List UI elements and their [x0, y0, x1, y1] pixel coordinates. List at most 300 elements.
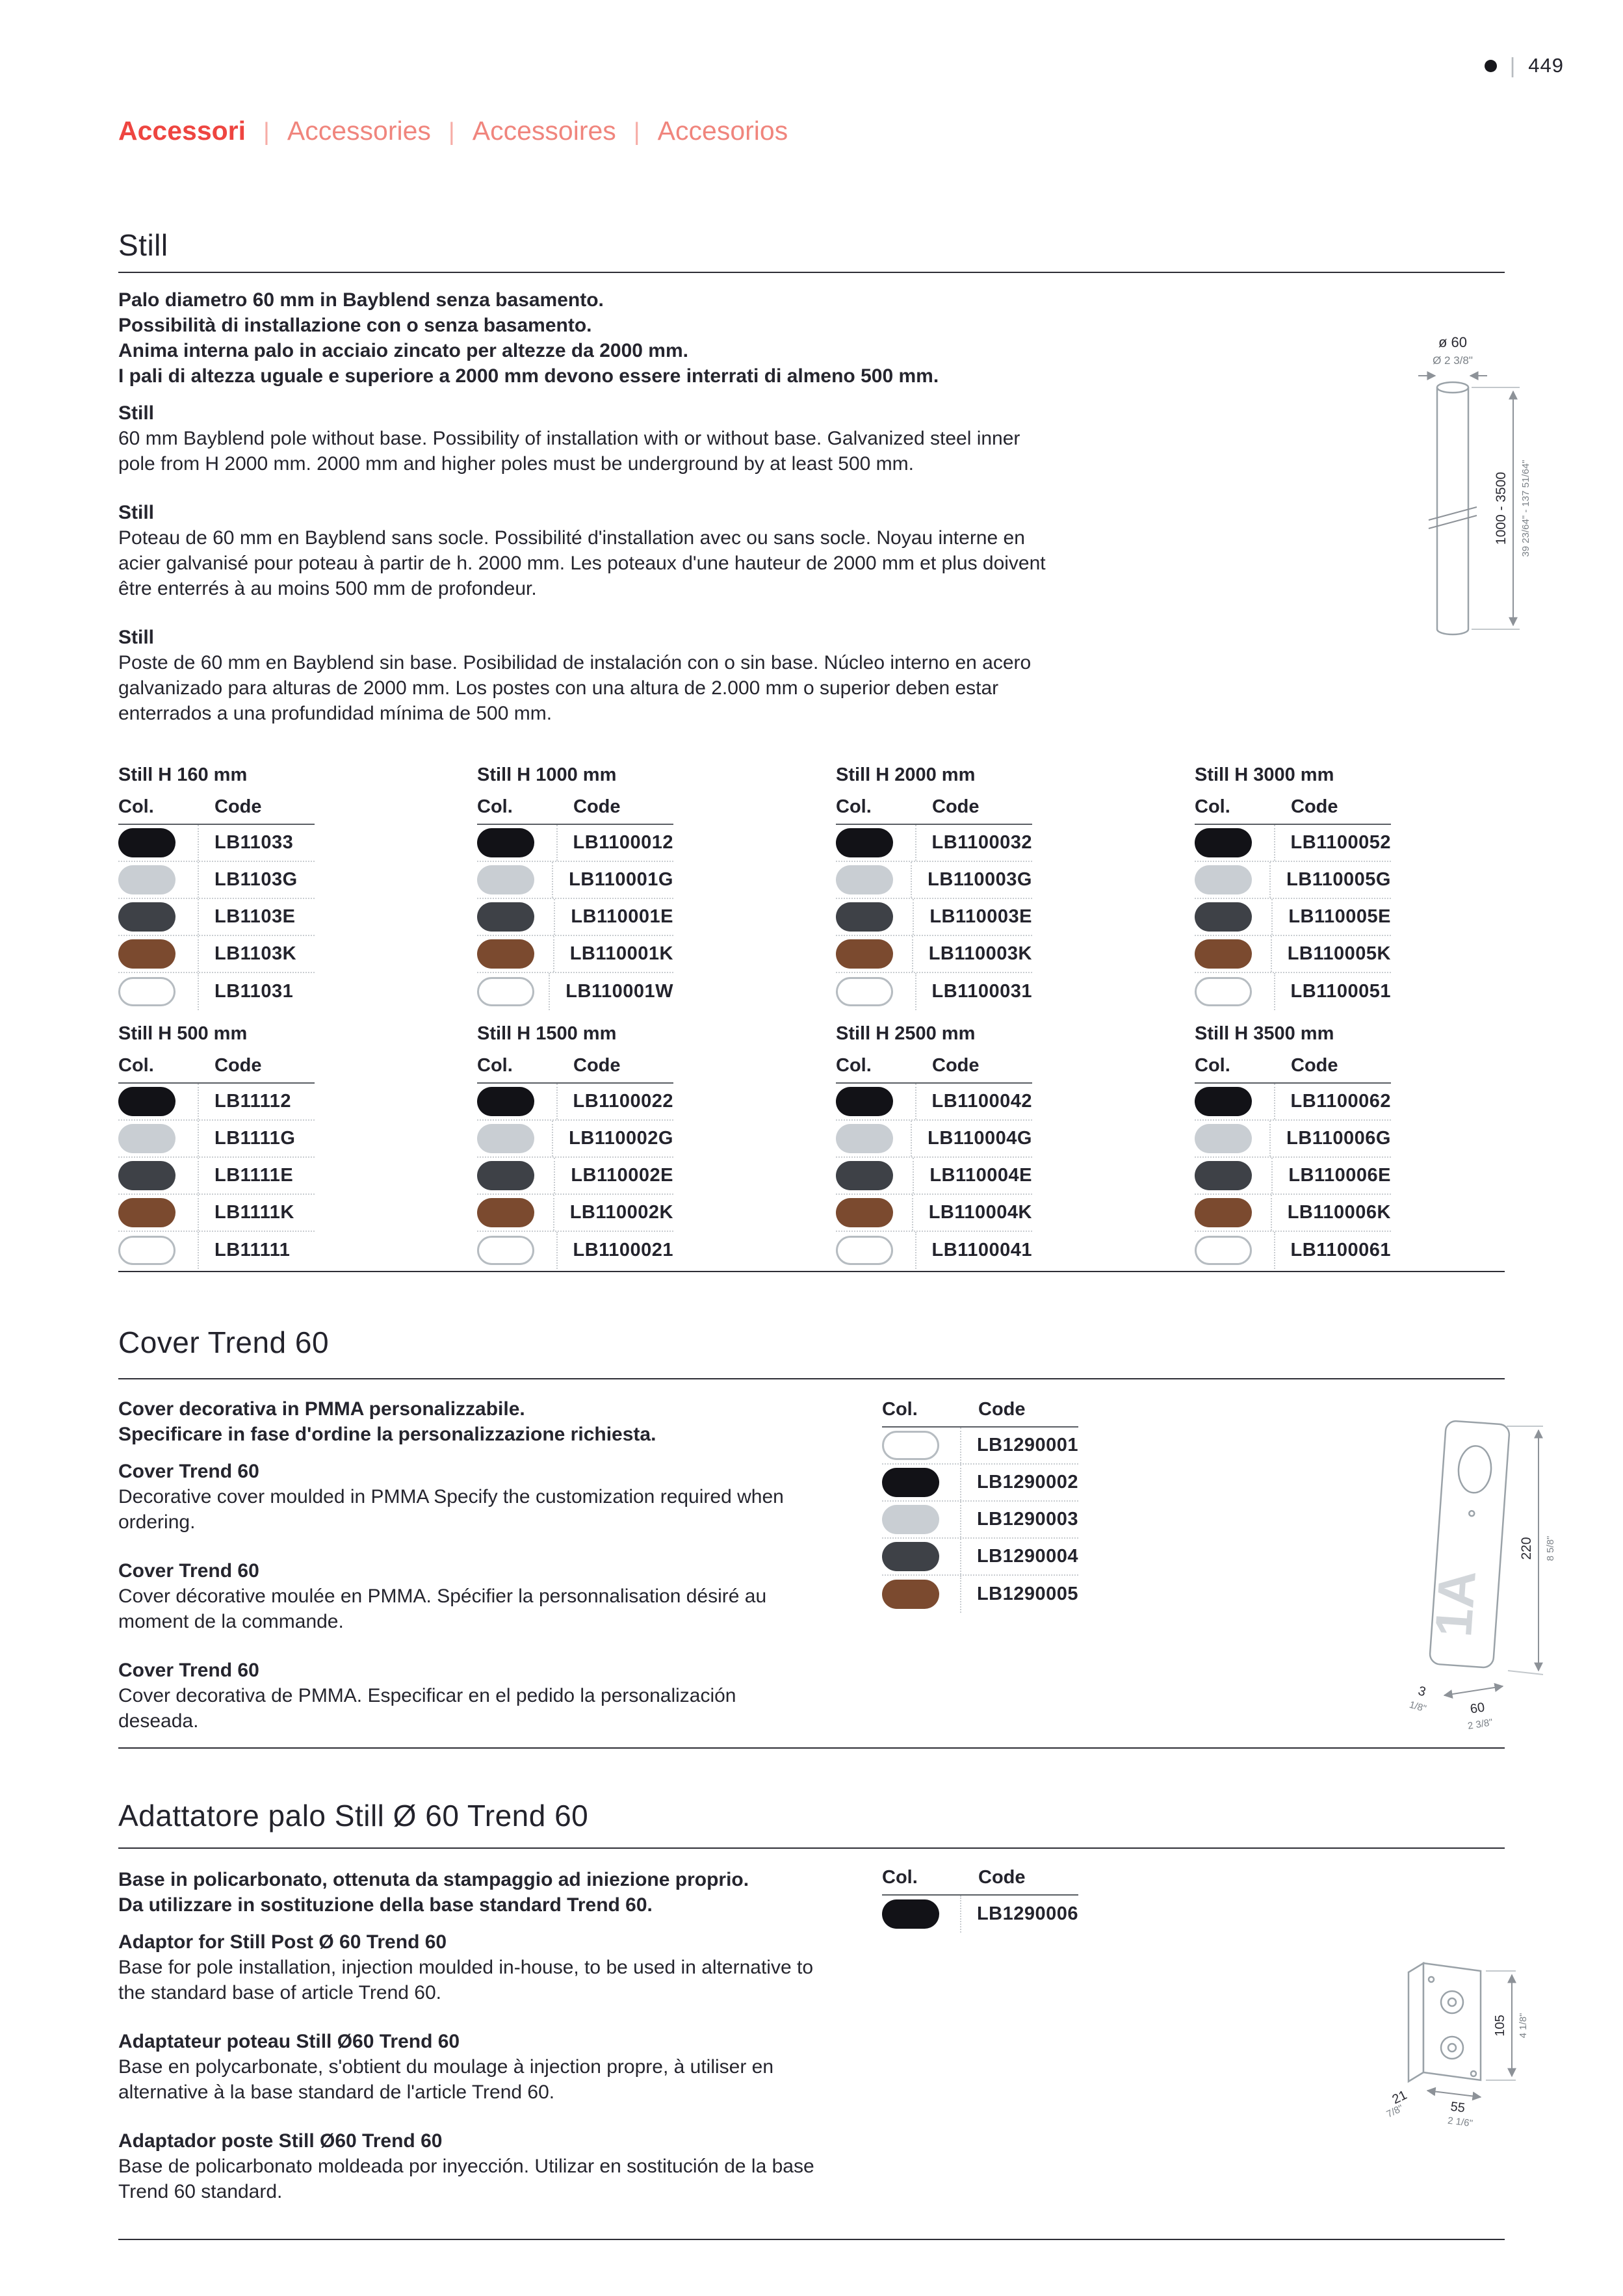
col-header: Col.: [477, 1055, 513, 1076]
cover-depth-in-label: 1/8": [1408, 1699, 1428, 1715]
table-row: [477, 899, 673, 936]
table-row: [1195, 936, 1391, 973]
table-row: [1195, 1232, 1391, 1269]
still-tables: [118, 764, 1553, 1269]
product-code: LB1100061: [1274, 1232, 1391, 1269]
color-swatch: [882, 1580, 939, 1609]
adapter-diagram: [1326, 1918, 1605, 2132]
swatch-cell: [118, 1084, 198, 1119]
intro-bold: [118, 1867, 820, 1918]
product-code: LB1290003: [960, 1502, 1078, 1537]
product-code: LB1100022: [556, 1084, 673, 1119]
col-header: Col.: [882, 1867, 918, 1888]
color-swatch: [477, 939, 534, 969]
product-code: LB110003G: [911, 862, 1032, 898]
color-swatch: [1195, 1161, 1252, 1190]
product-code: LB11111: [198, 1232, 315, 1269]
description-text: Base en polycarbonate, s'obtient du moulage à injection propre, à utiliser en alternative à la base standard de l'article Trend 60.: [118, 2056, 774, 2103]
swatch-cell: [118, 973, 198, 1010]
still-table-h1000: [477, 764, 673, 1010]
color-swatch: [1195, 1236, 1252, 1265]
swatch-cell: [477, 1084, 556, 1119]
table-title: Still H 500 mm: [118, 1023, 248, 1044]
description-block: [118, 400, 1048, 476]
table-header: [477, 1055, 673, 1084]
description-block: [118, 1459, 820, 1535]
swatch-cell: [477, 1121, 552, 1156]
table-row: [836, 862, 1032, 899]
description-text: Cover decorativa de PMMA. Especificar en el pedido la personalización deseada.: [118, 1685, 736, 1732]
table-title: Still H 2500 mm: [836, 1023, 976, 1044]
color-swatch: [118, 1161, 175, 1190]
still-table-h3000: [1195, 764, 1391, 1010]
table-title: Still H 160 mm: [118, 764, 248, 785]
table-row: [1195, 862, 1391, 899]
table-row: [118, 862, 315, 899]
color-swatch: [882, 1899, 939, 1929]
color-swatch: [118, 1198, 175, 1227]
pole-diameter-in-label: Ø 2 3/8": [1433, 354, 1473, 367]
cover-section-title: Cover Trend 60: [118, 1325, 330, 1359]
product-code: LB1111G: [198, 1121, 315, 1156]
cover-height-mm-label: 220: [1519, 1537, 1534, 1560]
cover-table: [882, 1399, 1078, 1613]
swatch-cell: [118, 899, 198, 935]
page-meta: [1485, 53, 1564, 78]
swatch-cell: [836, 973, 915, 1010]
adapter-width-in-label: 2 1/6": [1447, 2115, 1474, 2130]
swatch-cell: [836, 1232, 915, 1269]
description-text: Base for pole installation, injection moulded in-house, to be used in alternative to the standard base of article Trend 60.: [118, 1957, 813, 2003]
table-row: [836, 825, 1032, 862]
cover-height-in-label: 8 5/8": [1545, 1535, 1556, 1561]
adapter-section-title: Adattatore palo Still Ø 60 Trend 60: [118, 1799, 589, 1833]
color-swatch: [118, 828, 175, 857]
header-translation: Accessoires: [472, 116, 616, 146]
color-swatch: [836, 865, 893, 894]
description-title: Cover Trend 60: [118, 1560, 259, 1582]
color-swatch: [118, 1087, 175, 1116]
product-code: LB1100012: [556, 825, 673, 861]
swatch-cell: [1195, 1158, 1271, 1194]
table-row: [836, 1232, 1032, 1269]
product-code: LB1290005: [960, 1576, 1078, 1613]
color-swatch: [836, 977, 893, 1006]
swatch-cell: [836, 936, 912, 972]
color-swatch: [836, 1236, 893, 1265]
table-row: [882, 1896, 1078, 1933]
description-text: Cover décorative moulée en PMMA. Spécifier la personnalisation désiré au moment de la commande.: [118, 1585, 767, 1632]
adapter-table: [882, 1867, 1078, 1933]
cover-width-mm-label: 60: [1469, 1700, 1486, 1717]
table-row: [477, 1084, 673, 1121]
product-code: LB110001W: [549, 973, 673, 1010]
color-swatch: [1195, 1124, 1252, 1153]
still-table-h500: [118, 1023, 315, 1269]
swatch-cell: [1195, 1121, 1269, 1156]
swatch-cell: [836, 825, 915, 861]
description-title: Adaptateur poteau Still Ø60 Trend 60: [118, 2031, 460, 2052]
table-row: [882, 1465, 1078, 1502]
swatch-cell: [836, 899, 913, 935]
swatch-cell: [882, 1896, 960, 1933]
adapter-height-in-label: 4 1/8": [1518, 2013, 1529, 2039]
table-header: [836, 1055, 1032, 1084]
product-code: LB1100021: [556, 1232, 673, 1269]
table-title: Still H 1500 mm: [477, 1023, 617, 1044]
color-swatch: [836, 1161, 893, 1190]
adapter-height-mm-label: 105: [1493, 2015, 1507, 2037]
table-row: [477, 1232, 673, 1269]
color-swatch: [836, 902, 893, 932]
product-code: LB1100042: [915, 1084, 1032, 1119]
product-code: LB1103G: [198, 862, 315, 898]
swatch-cell: [1195, 1084, 1274, 1119]
product-code: LB110002G: [552, 1121, 673, 1156]
description-title: Adaptor for Still Post Ø 60 Trend 60: [118, 1931, 447, 1953]
swatch-cell: [477, 1232, 556, 1269]
description-block: [118, 2128, 820, 2204]
color-swatch: [477, 1087, 534, 1116]
table-title: Still H 2000 mm: [836, 764, 976, 785]
table-row: [1195, 1195, 1391, 1232]
table-row: [477, 1195, 673, 1232]
code-header: Code: [978, 1867, 1026, 1888]
description-block: [118, 1558, 820, 1634]
product-code: LB1103E: [198, 899, 315, 935]
still-table-h2000: [836, 764, 1032, 1010]
product-code: LB110006K: [1271, 1195, 1391, 1231]
table-row: [1195, 1084, 1391, 1121]
color-swatch: [477, 1124, 534, 1153]
swatch-cell: [1195, 973, 1274, 1010]
table-row: [836, 973, 1032, 1010]
separator: |: [633, 118, 640, 146]
code-header: Code: [978, 1399, 1026, 1420]
col-header: Col.: [118, 1055, 154, 1076]
color-swatch: [477, 977, 534, 1006]
swatch-cell: [118, 825, 198, 861]
divider: [118, 2239, 1505, 2240]
intro-line: Specificare in fase d'ordine la personalizzazione richiesta.: [118, 1424, 656, 1445]
intro-line: Possibilità di installazione con o senza basamento.: [118, 315, 592, 336]
swatch-cell: [1195, 899, 1271, 935]
description-text: Poteau de 60 mm en Bayblend sans socle. Possibilité d'installation avec ou sans socle. Noyau interne en acier galvanisé pour poteau à partir de h. 2000 mm. Les poteaux d'une hauteur de 2000 mm et plus doivent être enterrés à au moins 500 mm de profondeur.: [118, 527, 1046, 599]
table-row: [1195, 1121, 1391, 1158]
product-code: LB110001E: [554, 899, 673, 935]
product-code: LB110005E: [1271, 899, 1391, 935]
table-row: [118, 1195, 315, 1232]
table-row: [118, 973, 315, 1010]
description-title: Cover Trend 60: [118, 1461, 259, 1482]
color-swatch: [1195, 939, 1252, 969]
color-swatch: [118, 1236, 175, 1265]
description-block: [118, 1929, 820, 2005]
swatch-cell: [477, 936, 553, 972]
table-row: [836, 1084, 1032, 1121]
header-translation: Accesorios: [657, 116, 788, 146]
swatch-cell: [1195, 862, 1269, 898]
table-row: [477, 1121, 673, 1158]
product-code: LB1290004: [960, 1539, 1078, 1574]
product-code: LB110002K: [553, 1195, 673, 1231]
divider: [118, 272, 1505, 273]
description-title: Adaptador poste Still Ø60 Trend 60: [118, 2130, 443, 2152]
code-header: Code: [214, 796, 262, 817]
table-row: [477, 825, 673, 862]
color-swatch: [477, 1198, 534, 1227]
product-code: LB110003K: [912, 936, 1032, 972]
product-code: LB110005K: [1271, 936, 1391, 972]
product-code: LB110001K: [553, 936, 673, 972]
code-header: Code: [932, 1055, 980, 1076]
color-swatch: [1195, 1087, 1252, 1116]
intro-bold: [118, 1396, 820, 1447]
table-title: Still H 1000 mm: [477, 764, 617, 785]
adapter-depth-mm-label: 21: [1390, 2087, 1410, 2107]
code-header: Code: [214, 1055, 262, 1076]
table-row: [1195, 825, 1391, 862]
product-code: LB110004K: [912, 1195, 1032, 1231]
code-header: Code: [1291, 1055, 1338, 1076]
table-row: [118, 825, 315, 862]
color-swatch: [477, 1161, 534, 1190]
swatch-cell: [1195, 825, 1274, 861]
table-row: [882, 1502, 1078, 1539]
swatch-cell: [118, 1232, 198, 1269]
header-translation: Accessories: [287, 116, 431, 146]
product-code: LB110002E: [554, 1158, 673, 1194]
color-swatch: [836, 1087, 893, 1116]
swatch-cell: [477, 862, 552, 898]
swatch-cell: [836, 1195, 912, 1231]
color-swatch: [118, 902, 175, 932]
product-code: LB110005G: [1269, 862, 1391, 898]
intro-line: Palo diametro 60 mm in Bayblend senza basamento.: [118, 289, 604, 311]
product-code: LB1100051: [1274, 973, 1391, 1010]
product-code: LB1111K: [198, 1195, 315, 1231]
col-header: Col.: [1195, 796, 1230, 817]
swatch-cell: [882, 1465, 960, 1500]
product-code: LB110006G: [1269, 1121, 1391, 1156]
table-row: [118, 1232, 315, 1269]
color-swatch: [1195, 865, 1252, 894]
col-header: Col.: [1195, 1055, 1230, 1076]
still-table-h1500: [477, 1023, 673, 1269]
cover-width-in-label: 2 3/8": [1466, 1717, 1494, 1732]
product-code: LB1290006: [960, 1896, 1078, 1933]
product-code: LB1103K: [198, 936, 315, 972]
swatch-cell: [477, 1158, 554, 1194]
swatch-cell: [118, 1195, 198, 1231]
description-title: Still: [118, 627, 155, 648]
divider: [118, 1378, 1505, 1379]
color-swatch: [882, 1468, 939, 1497]
table-header: [836, 796, 1032, 825]
table-row: [477, 936, 673, 973]
description-title: Still: [118, 502, 155, 523]
product-code: LB110003E: [913, 899, 1032, 935]
still-table-h3500: [1195, 1023, 1391, 1269]
intro-line: I pali di altezza uguale e superiore a 2000 mm devono essere interrati di almeno 500 mm.: [118, 365, 939, 387]
table-row: [477, 973, 673, 1010]
product-code: LB1100031: [915, 973, 1032, 1010]
page-number: 449: [1528, 54, 1564, 77]
product-code: LB1100062: [1274, 1084, 1391, 1119]
col-header: Col.: [477, 796, 513, 817]
swatch-cell: [118, 862, 198, 898]
table-row: [882, 1428, 1078, 1465]
swatch-cell: [836, 1158, 913, 1194]
intro-line: Anima interna palo in acciaio zincato per altezze da 2000 mm.: [118, 340, 688, 361]
table-header: [477, 796, 673, 825]
table-header: [1195, 1055, 1391, 1084]
code-header: Code: [932, 796, 980, 817]
pole-top: [1437, 382, 1468, 393]
swatch-cell: [118, 1158, 198, 1194]
color-swatch: [1195, 977, 1252, 1006]
table-row: [118, 1121, 315, 1158]
product-code: LB1111E: [198, 1158, 315, 1194]
product-code: LB1100032: [915, 825, 1032, 861]
table-row: [477, 862, 673, 899]
separator: |: [263, 118, 270, 146]
product-code: LB11112: [198, 1084, 315, 1119]
product-code: LB110004G: [911, 1121, 1032, 1156]
table-row: [836, 899, 1032, 936]
swatch-cell: [1195, 936, 1271, 972]
color-swatch: [118, 939, 175, 969]
table-row: [118, 899, 315, 936]
adapter-description: [118, 1867, 820, 2204]
col-header: Col.: [836, 1055, 872, 1076]
still-table-h160: [118, 764, 315, 1010]
description-text: Poste de 60 mm en Bayblend sin base. Posibilidad de instalación con o sin base. Núcleo interno en acero galvanizado para alturas de 2000 mm. Los postes con una altura de 2.000 mm o superior deben estar enterrados a una profundidad mínima de 500 mm.: [118, 652, 1032, 724]
col-header: Col.: [836, 796, 872, 817]
description-text: Base de policarbonato moldeada por inyección. Utilizar en sostitución de la base Trend 60 standard.: [118, 2156, 814, 2202]
description-block: [118, 500, 1048, 601]
swatch-cell: [882, 1502, 960, 1537]
code-header: Code: [573, 1055, 621, 1076]
swatch-cell: [882, 1576, 960, 1613]
product-code: LB110004E: [913, 1158, 1032, 1194]
table-row: [477, 1158, 673, 1195]
cover-plate-label: 1A: [1424, 1568, 1487, 1639]
cover-diagram: [1345, 1398, 1605, 1749]
swatch-cell: [836, 1121, 911, 1156]
table-row: [1195, 973, 1391, 1010]
color-swatch: [882, 1431, 939, 1460]
pole-diameter-mm-label: ø 60: [1438, 334, 1468, 350]
product-code: LB11033: [198, 825, 315, 861]
color-swatch: [118, 865, 175, 894]
col-header: Col.: [882, 1399, 918, 1420]
intro-line: Base in policarbonato, ottenuta da stampaggio ad iniezione proprio.: [118, 1869, 749, 1890]
swatch-cell: [836, 862, 911, 898]
table-row: [118, 1084, 315, 1121]
table-title: Still H 3000 mm: [1195, 764, 1334, 785]
cover-depth-mm-label: 3: [1416, 1684, 1428, 1700]
color-swatch: [836, 939, 893, 969]
intro-line: Da utilizzare in sostituzione della base standard Trend 60.: [118, 1894, 653, 1916]
product-code: LB11031: [198, 973, 315, 1010]
table-row: [1195, 1158, 1391, 1195]
table-row: [836, 936, 1032, 973]
table-row: [118, 936, 315, 973]
swatch-cell: [1195, 1195, 1271, 1231]
color-swatch: [882, 1505, 939, 1534]
color-swatch: [118, 977, 175, 1006]
table-header: [882, 1399, 1078, 1428]
table-title: Still H 3500 mm: [1195, 1023, 1334, 1044]
color-swatch: [1195, 828, 1252, 857]
divider: [118, 1747, 1505, 1749]
divider: [118, 1847, 1505, 1849]
description-block: [118, 2029, 820, 2105]
table-row: [1195, 899, 1391, 936]
cover-description: [118, 1396, 820, 1734]
description-block: [118, 625, 1048, 726]
table-row: [836, 1158, 1032, 1195]
product-code: LB110001G: [552, 862, 673, 898]
separator: |: [1509, 53, 1516, 77]
bullet-icon: [1485, 60, 1497, 72]
description-text: Decorative cover moulded in PMMA Specify the customization required when ordering.: [118, 1486, 784, 1533]
pole-diagram: [1391, 325, 1560, 663]
table-row: [118, 1158, 315, 1195]
intro-line: Cover decorativa in PMMA personalizzabile.: [118, 1398, 525, 1420]
color-swatch: [836, 1198, 893, 1227]
swatch-cell: [477, 1195, 553, 1231]
swatch-cell: [1195, 1232, 1274, 1269]
still-section-title: Still: [118, 228, 168, 262]
description-title: Still: [118, 402, 155, 424]
intro-bold: [118, 287, 1048, 389]
swatch-cell: [836, 1084, 915, 1119]
product-code: LB1100041: [915, 1232, 1032, 1269]
adapter-depth-in-label: 7/8": [1384, 2102, 1405, 2120]
table-header: [118, 796, 315, 825]
color-swatch: [477, 902, 534, 932]
color-swatch: [477, 828, 534, 857]
table-row: [882, 1576, 1078, 1613]
pole-height-in-label: 39 23/64" - 137 51/64": [1520, 460, 1531, 557]
swatch-cell: [882, 1539, 960, 1574]
col-header: Col.: [118, 796, 154, 817]
color-swatch: [836, 1124, 893, 1153]
table-header: [882, 1867, 1078, 1896]
code-header: Code: [573, 796, 621, 817]
description-text: 60 mm Bayblend pole without base. Possibility of installation with or without base. Galvanized steel inner pole from H 2000 mm. 2000 mm and higher poles must be underground by at least 500 mm.: [118, 428, 1020, 475]
color-swatch: [477, 865, 534, 894]
table-row: [836, 1195, 1032, 1232]
swatch-cell: [477, 825, 556, 861]
swatch-cell: [882, 1428, 960, 1463]
table-header: [118, 1055, 315, 1084]
code-header: Code: [1291, 796, 1338, 817]
product-code: LB1290001: [960, 1428, 1078, 1463]
swatch-cell: [118, 936, 198, 972]
divider: [118, 1271, 1505, 1272]
color-swatch: [1195, 902, 1252, 932]
table-header: [1195, 796, 1391, 825]
swatch-cell: [477, 973, 549, 1010]
table-row: [836, 1121, 1032, 1158]
description-title: Cover Trend 60: [118, 1660, 259, 1681]
color-swatch: [1195, 1198, 1252, 1227]
pole-height-mm-label: 1000 - 3500: [1494, 471, 1509, 545]
table-row: [882, 1539, 1078, 1576]
